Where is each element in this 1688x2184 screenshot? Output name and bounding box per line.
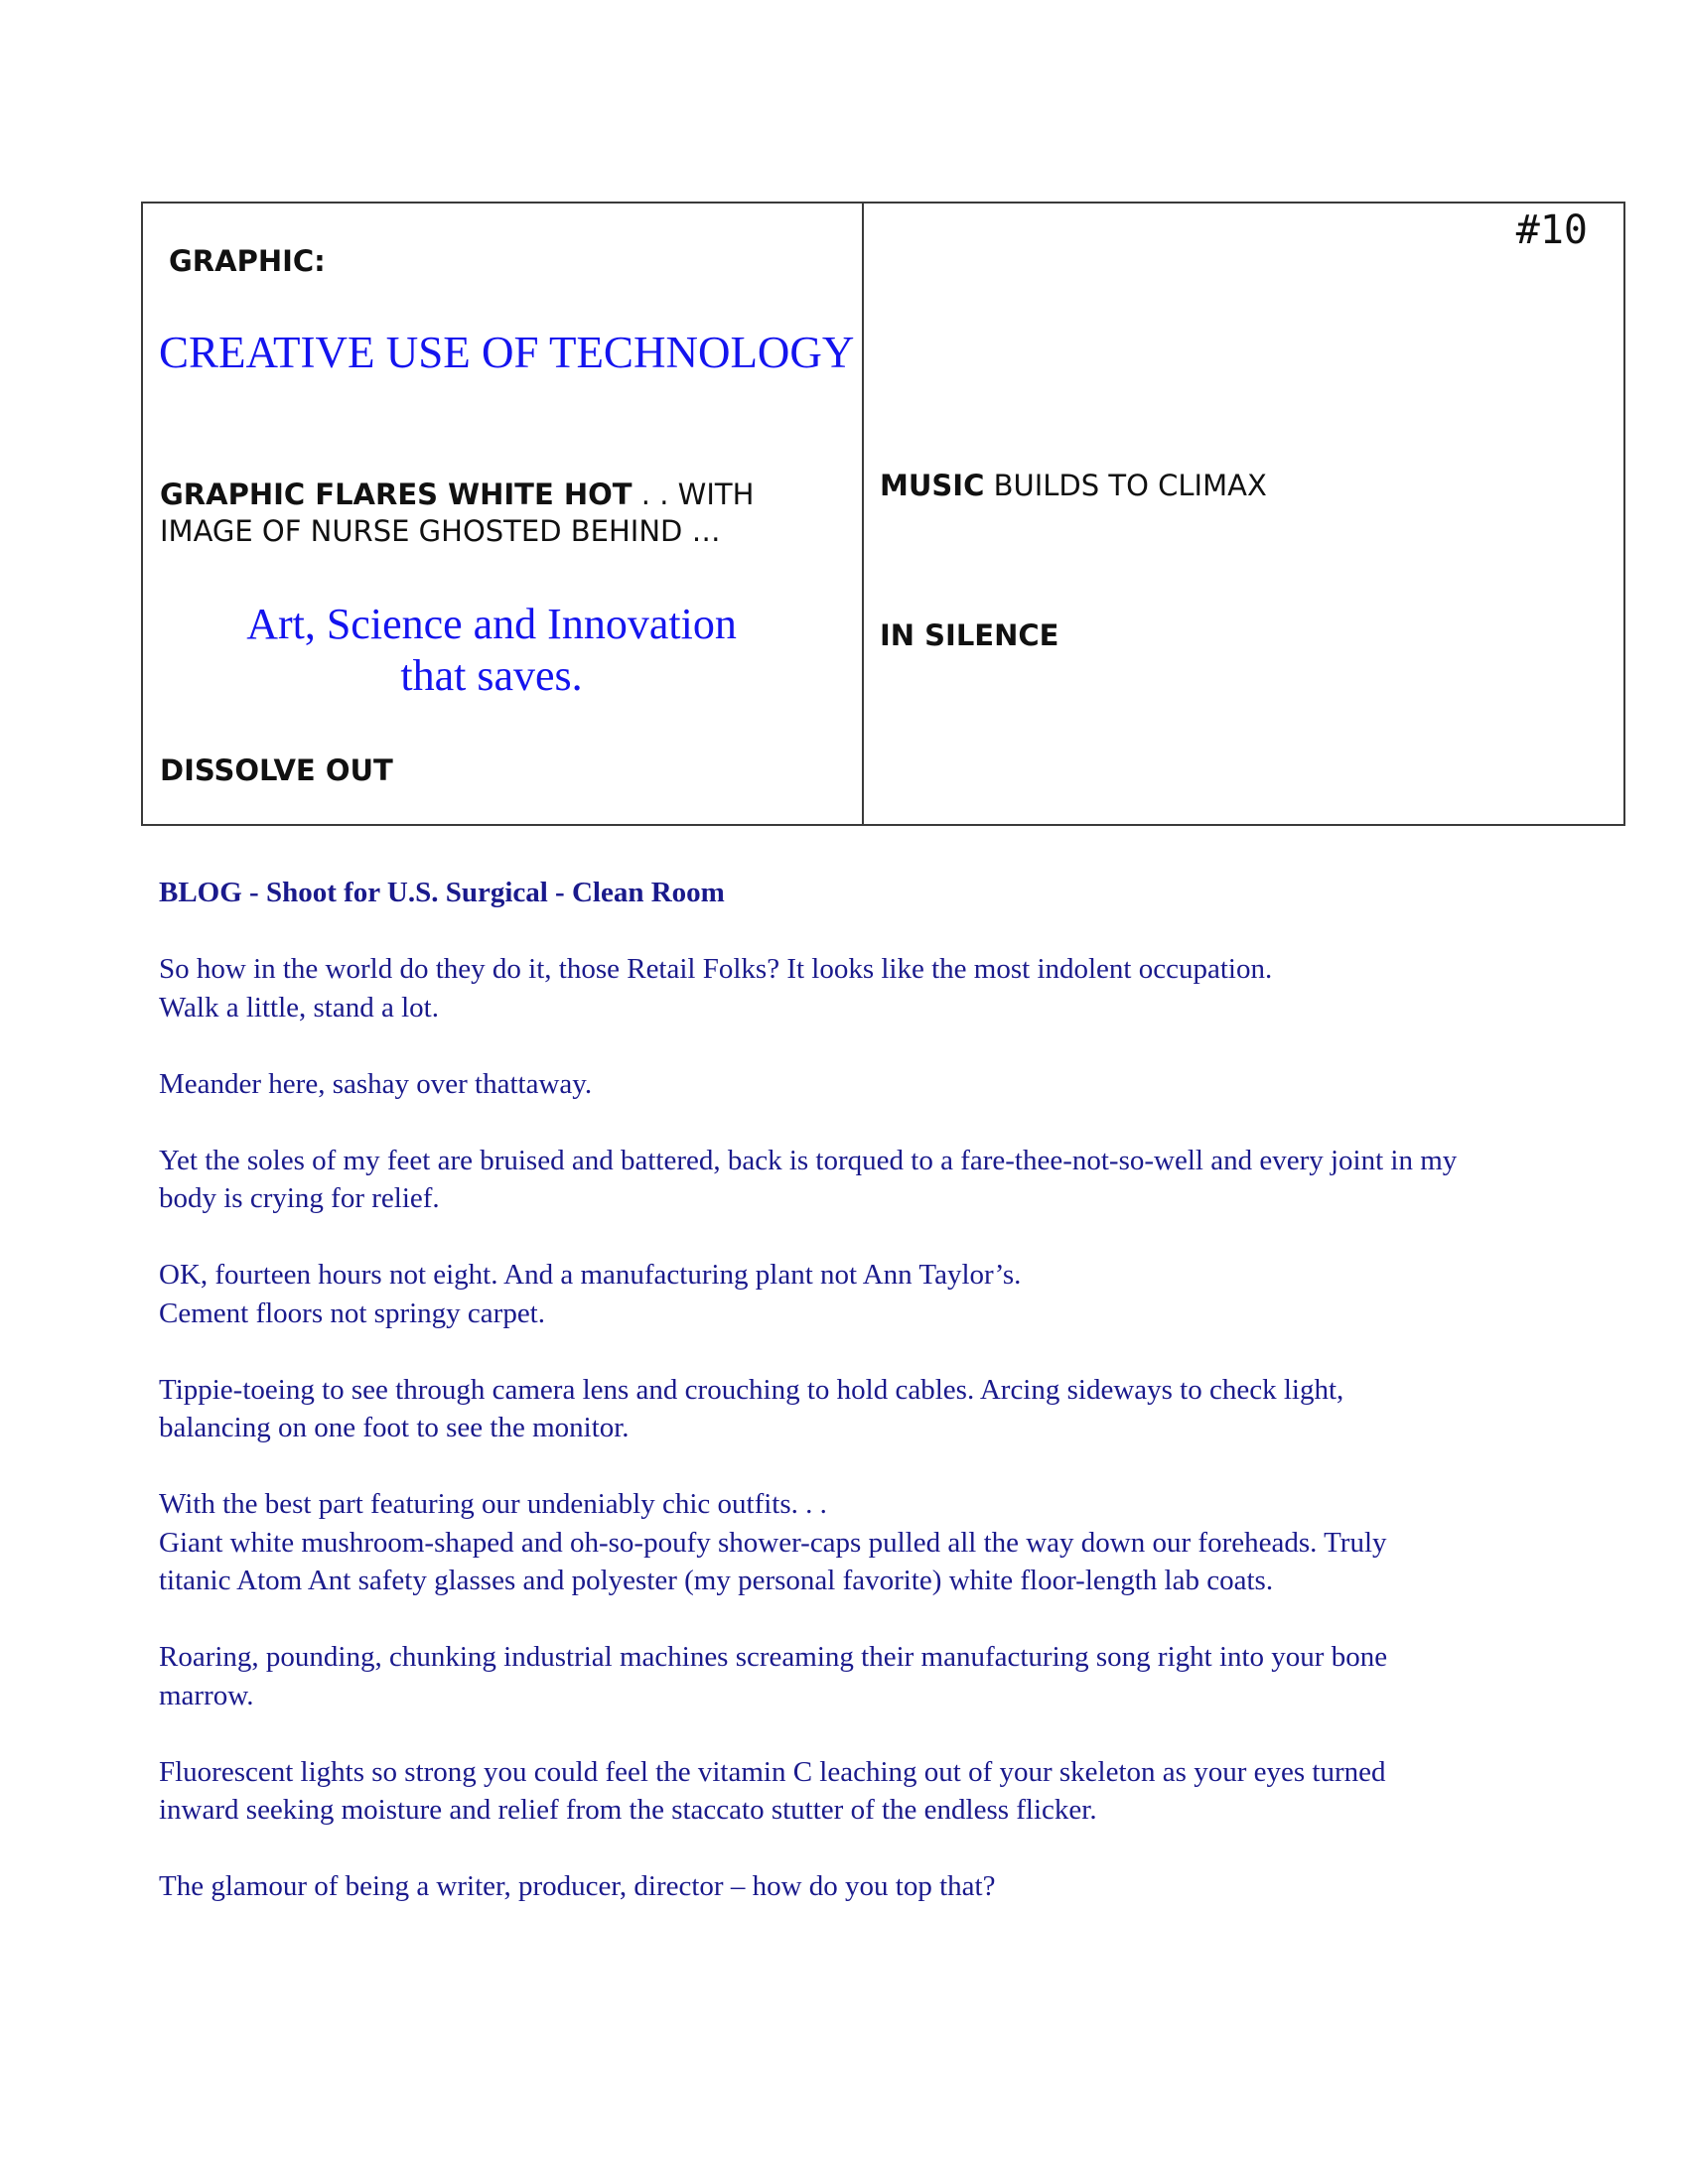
blog-line: OK, fourteen hours not eight. And a manufacturing plant not Ann Taylor’s.: [159, 1259, 1022, 1291]
blog-body: [159, 950, 1589, 1906]
script-table: [141, 202, 1625, 826]
blog-paragraph: [159, 1142, 1589, 1218]
blog-paragraph: [159, 1256, 1589, 1332]
blog-line: Meander here, sashay over thattaway.: [159, 1067, 593, 1100]
flare-line-2: IMAGE OF NURSE GHOSTED BEHIND …: [160, 514, 721, 548]
graphic-label: GRAPHIC:: [169, 244, 326, 278]
blog-paragraph: [159, 1485, 1589, 1600]
blog-line: marrow.: [159, 1679, 254, 1711]
blog-line: Tippie-toeing to see through camera lens and crouching to hold cables. Arcing sideways to check light,: [159, 1373, 1344, 1406]
graphic-title: CREATIVE USE OF TECHNOLOGY: [159, 328, 855, 377]
blog-line: Yet the soles of my feet are bruised and battered, back is torqued to a fare-thee-not-so-well and every joint in my: [159, 1144, 1458, 1176]
blog-paragraph: [159, 1065, 1589, 1104]
flare-rest-text: . . WITH: [632, 478, 755, 511]
blog-line: body is crying for relief.: [159, 1182, 440, 1214]
dissolve-out: DISSOLVE OUT: [160, 753, 393, 787]
flare-line-1: [160, 477, 754, 513]
blog-line: Fluorescent lights so strong you could feel the vitamin C leaching out of your skeleton as your eyes turned: [159, 1755, 1386, 1788]
blog-line: Walk a little, stand a lot.: [159, 991, 439, 1024]
column-divider: [862, 204, 864, 824]
tagline-line-2: that saves.: [400, 651, 583, 700]
blog-paragraph: [159, 1638, 1589, 1714]
silence-cue: IN SILENCE: [880, 618, 1059, 652]
blog-paragraph: [159, 1867, 1589, 1906]
blog-line: balancing on one foot to see the monitor.: [159, 1412, 630, 1443]
blog-line: Cement floors not springy carpet.: [159, 1297, 545, 1329]
blog-line: The glamour of being a writer, producer, director – how do you top that?: [159, 1870, 996, 1902]
blog-paragraph: [159, 950, 1589, 1026]
blog-section: [159, 874, 1589, 1944]
blog-line: inward seeking moisture and relief from the staccato stutter of the endless flicker.: [159, 1794, 1097, 1826]
music-bold-text: MUSIC: [880, 469, 985, 502]
blog-line: Roaring, pounding, chunking industrial machines screaming their manufacturing song right into your bone: [159, 1641, 1388, 1673]
music-cue: [880, 468, 1267, 504]
blog-line: Giant white mushroom-shaped and oh-so-poufy shower-caps pulled all the way down our foreheads. Truly: [159, 1526, 1387, 1559]
music-rest-text: BUILDS TO CLIMAX: [984, 469, 1267, 502]
tagline-line-1: Art, Science and Innovation: [246, 600, 737, 648]
blog-line: So how in the world do they do it, those Retail Folks? It looks like the most indolent occupation.: [159, 953, 1273, 985]
flare-bold-text: GRAPHIC FLARES WHITE HOT: [160, 478, 633, 511]
blog-title: BLOG - Shoot for U.S. Surgical - Clean Room: [159, 877, 725, 908]
scene-number: #10: [1515, 207, 1588, 253]
blog-paragraph: [159, 1753, 1589, 1830]
blog-line: titanic Atom Ant safety glasses and polyester (my personal favorite) white floor-length lab coats.: [159, 1565, 1274, 1596]
blog-line: With the best part featuring our undeniably chic outfits. . .: [159, 1488, 827, 1520]
blog-paragraph: [159, 1371, 1589, 1447]
